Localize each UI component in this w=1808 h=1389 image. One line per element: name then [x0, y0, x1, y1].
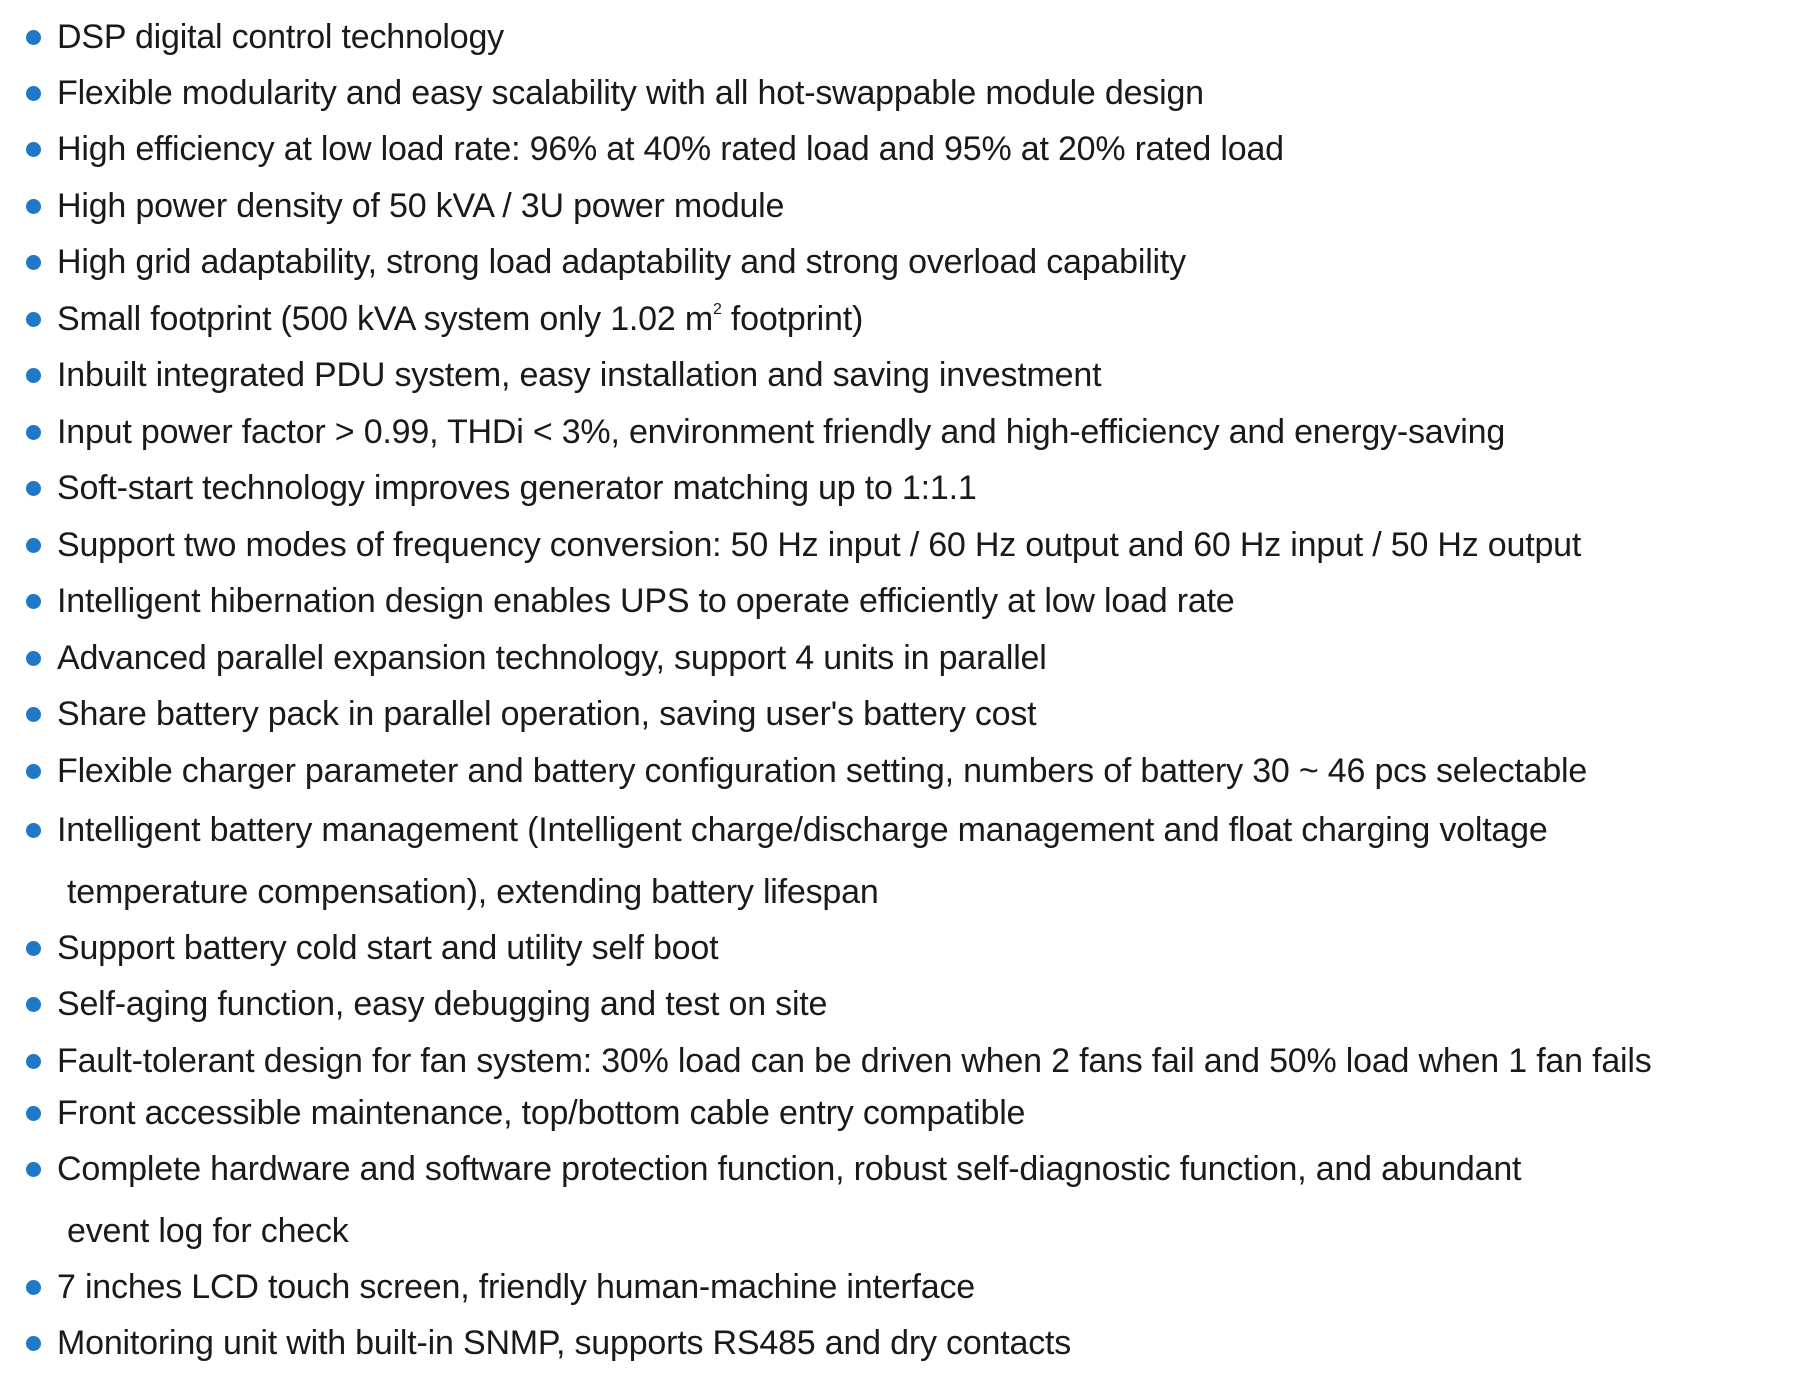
superscript: 2: [712, 300, 722, 318]
bullet-icon: [26, 199, 41, 214]
bullet-icon: [26, 651, 41, 666]
feature-text: Monitoring unit with built-in SNMP, supports RS485 and dry contacts: [57, 1324, 1072, 1362]
list-item: [26, 1094, 1808, 1132]
bullet-icon: [26, 425, 41, 440]
list-item: [26, 413, 1808, 451]
feature-text: Flexible charger parameter and battery configuration setting, numbers of battery 30 ~ 46 pcs selectable: [57, 752, 1588, 790]
list-item: [26, 1150, 1808, 1188]
list-item: [26, 639, 1808, 677]
list-item: [26, 1324, 1808, 1362]
feature-text: 7 inches LCD touch screen, friendly human-machine interface: [57, 1268, 976, 1306]
list-item: [26, 752, 1808, 790]
bullet-icon: [26, 594, 41, 609]
feature-text: Flexible modularity and easy scalability with all hot-swappable module design: [57, 74, 1204, 112]
list-item: [26, 187, 1808, 225]
feature-text: Soft-start technology improves generator matching up to 1:1.1: [57, 469, 977, 507]
bullet-icon: [26, 1162, 41, 1177]
feature-text-tail: footprint): [721, 300, 864, 338]
bullet-icon: [26, 997, 41, 1012]
list-item: [26, 18, 1808, 56]
list-item: [26, 1042, 1808, 1080]
bullet-icon: [26, 764, 41, 779]
feature-text: Advanced parallel expansion technology, support 4 units in parallel: [57, 639, 1047, 677]
list-item: [26, 811, 1808, 849]
list-item: [26, 74, 1808, 112]
list-item: [26, 985, 1808, 1023]
bullet-icon: [26, 941, 41, 956]
feature-text: Input power factor > 0.99, THDi < 3%, environment friendly and high-efficiency and energy-saving: [57, 413, 1506, 451]
bullet-icon: [26, 481, 41, 496]
feature-text: High grid adaptability, strong load adaptability and strong overload capability: [57, 243, 1186, 281]
list-item: [26, 695, 1808, 733]
list-item-continuation: event log for check: [67, 1212, 349, 1250]
feature-text: DSP digital control technology: [57, 18, 504, 56]
feature-text: Share battery pack in parallel operation, saving user's battery cost: [57, 695, 1037, 733]
feature-text: Small footprint (500 kVA system only 1.02 m: [57, 300, 713, 338]
bullet-icon: [26, 86, 41, 101]
list-item: [26, 243, 1808, 281]
bullet-icon: [26, 368, 41, 383]
feature-text: High power density of 50 kVA / 3U power module: [57, 187, 785, 225]
list-item: [26, 929, 1808, 967]
list-item: [26, 526, 1808, 564]
feature-text: Support battery cold start and utility self boot: [57, 929, 719, 967]
bullet-icon: [26, 1280, 41, 1295]
bullet-icon: [26, 255, 41, 270]
bullet-icon: [26, 30, 41, 45]
bullet-icon: [26, 312, 41, 327]
bullet-icon: [26, 1054, 41, 1069]
feature-text: Self-aging function, easy debugging and test on site: [57, 985, 828, 1023]
list-item: [26, 300, 1808, 338]
bullet-icon: [26, 707, 41, 722]
feature-text: Intelligent hibernation design enables UPS to operate efficiently at low load rate: [57, 582, 1235, 620]
list-item: [26, 469, 1808, 507]
feature-text: Front accessible maintenance, top/bottom cable entry compatible: [57, 1094, 1026, 1132]
feature-text: High efficiency at low load rate: 96% at 40% rated load and 95% at 20% rated load: [57, 130, 1284, 168]
feature-text: Intelligent battery management (Intelligent charge/discharge management and float charging voltage: [57, 811, 1548, 849]
feature-text: Complete hardware and software protection function, robust self-diagnostic function, and abundant: [57, 1150, 1522, 1188]
feature-text: Inbuilt integrated PDU system, easy installation and saving investment: [57, 356, 1102, 394]
bullet-icon: [26, 142, 41, 157]
bullet-icon: [26, 538, 41, 553]
feature-text: Fault-tolerant design for fan system: 30% load can be driven when 2 fans fail and 50% load when 1 fan fails: [57, 1042, 1652, 1080]
bullet-icon: [26, 823, 41, 838]
list-item: [26, 582, 1808, 620]
feature-text: Support two modes of frequency conversion: 50 Hz input / 60 Hz output and 60 Hz input / 50 Hz output: [57, 526, 1582, 564]
list-item: [26, 1268, 1808, 1306]
bullet-icon: [26, 1106, 41, 1121]
list-item-continuation: temperature compensation), extending battery lifespan: [67, 873, 879, 911]
list-item: [26, 356, 1808, 394]
list-item: [26, 130, 1808, 168]
bullet-icon: [26, 1336, 41, 1351]
